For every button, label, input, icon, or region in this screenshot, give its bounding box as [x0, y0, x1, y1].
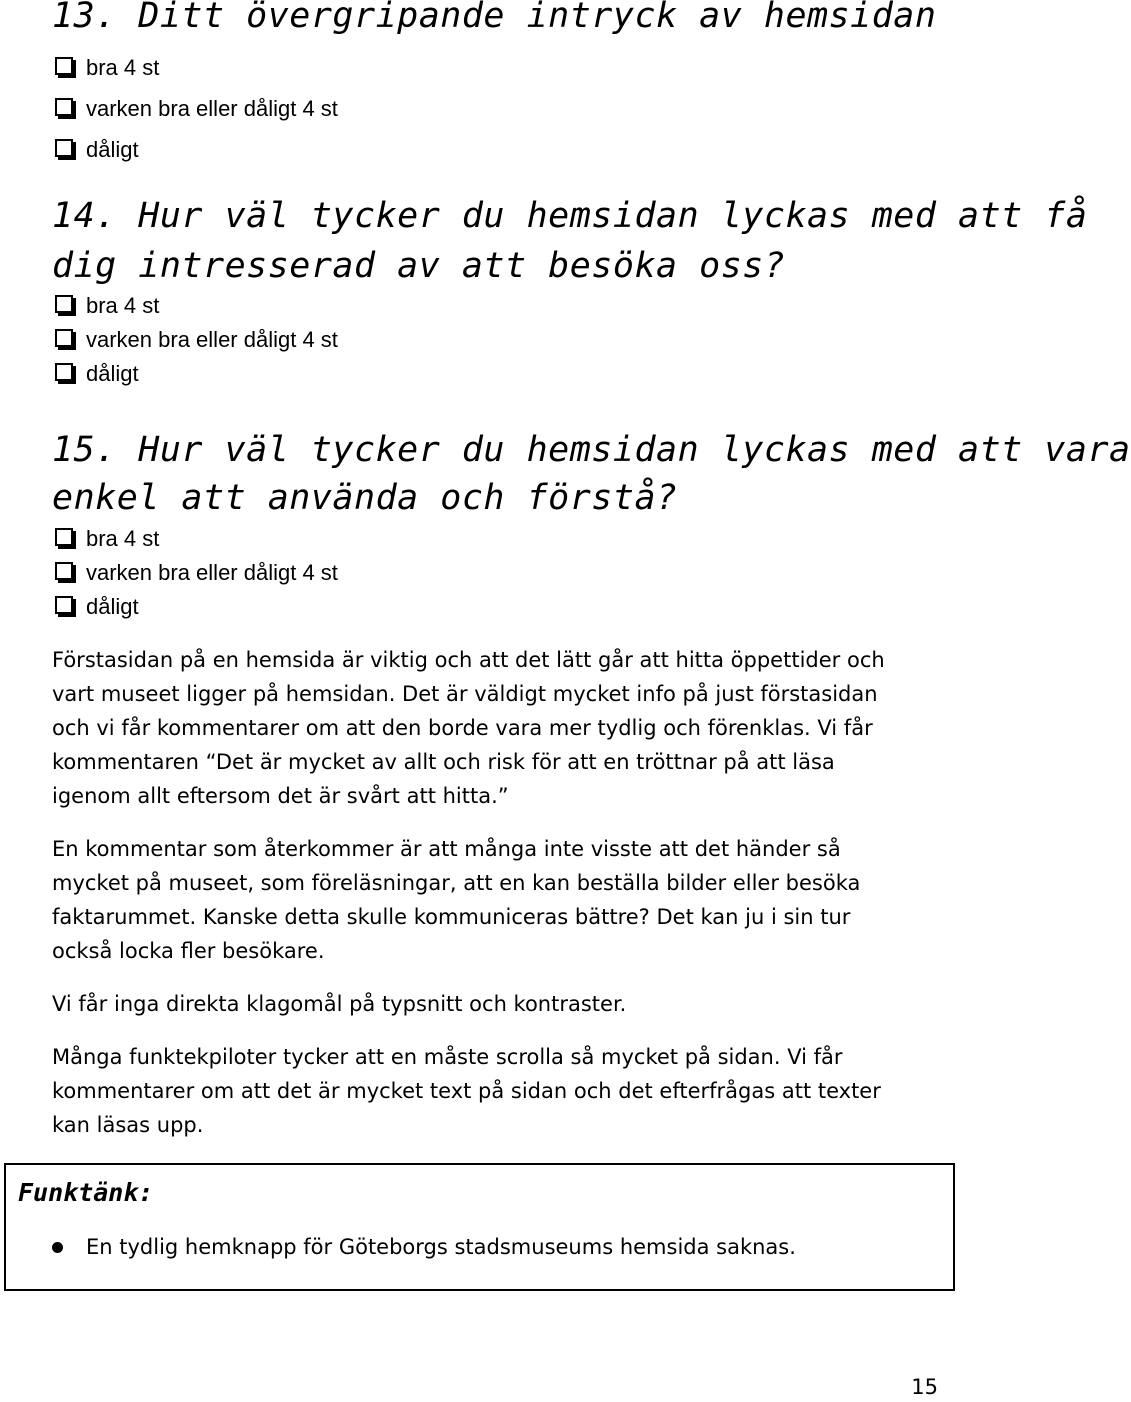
bullet-text: En tydlig hemknapp för Göteborgs stadsmuseums hemsida saknas.: [86, 1235, 796, 1259]
checkbox-icon[interactable]: [55, 562, 73, 580]
paragraph-line: Många funktekpiloter tycker att en måste scrolla så mycket på sidan. Vi får: [52, 1045, 843, 1069]
paragraph-line: kan läsas upp.: [52, 1113, 204, 1137]
paragraph-forstasidan: [52, 643, 942, 813]
checkbox-icon[interactable]: [55, 98, 73, 116]
question-14-heading-line-2: dig intresserad av att besöka oss?: [52, 246, 786, 286]
paragraph-line: vart museet ligger på hemsidan. Det är väldigt mycket info på just förstasidan: [52, 682, 878, 706]
paragraph-aterkommande-kommentar: [52, 832, 942, 968]
question-15-heading-line-2: enkel att använda och förstå?: [52, 478, 678, 518]
option-label: dåligt: [86, 594, 139, 619]
funktank-title: Funktänk:: [18, 1178, 154, 1207]
option-label: dåligt: [86, 361, 139, 386]
checkbox-icon[interactable]: [55, 295, 73, 313]
question-14-option-daligt[interactable]: [52, 358, 139, 390]
paragraph-line: och vi får kommentarer om att den borde vara mer tydlig och förenklas. Vi får: [52, 716, 873, 740]
question-13-option-daligt[interactable]: [52, 134, 139, 166]
paragraph-typsnitt: [52, 987, 942, 1021]
question-15-option-varken[interactable]: [52, 557, 338, 589]
checkbox-icon[interactable]: [55, 363, 73, 381]
checkbox-icon[interactable]: [55, 528, 73, 546]
question-15-option-bra[interactable]: [52, 523, 159, 555]
option-label: bra 4 st: [86, 526, 160, 551]
question-13-option-varken[interactable]: [52, 93, 338, 125]
option-label: dåligt: [86, 137, 139, 162]
question-13-heading: 13. Ditt övergripande intryck av hemsidan: [52, 0, 937, 36]
question-14-option-varken[interactable]: [52, 324, 338, 356]
paragraph-line: kommentarer om att det är mycket text på sidan och det efterfrågas att texter: [52, 1079, 881, 1103]
checkbox-icon[interactable]: [55, 139, 73, 157]
paragraph-line: igenom allt eftersom det är svårt att hitta.”: [52, 784, 509, 808]
paragraph-line: mycket på museet, som föreläsningar, att en kan beställa bilder eller besöka: [52, 871, 861, 895]
paragraph-line: faktarummet. Kanske detta skulle kommuniceras bättre? Det kan ju i sin tur: [52, 905, 851, 929]
paragraph-line: Förstasidan på en hemsida är viktig och att det lätt går att hitta öppettider och: [52, 648, 885, 672]
question-15-option-daligt[interactable]: [52, 591, 139, 623]
option-label: varken bra eller dåligt 4 st: [86, 96, 338, 121]
question-13-option-bra[interactable]: [52, 52, 159, 84]
paragraph-line: En kommentar som återkommer är att många inte visste att det händer så: [52, 837, 841, 861]
option-label: varken bra eller dåligt 4 st: [86, 327, 338, 352]
paragraph-line: kommentaren “Det är mycket av allt och risk för att en tröttnar på att läsa: [52, 750, 835, 774]
question-14-heading-line-1: 14. Hur väl tycker du hemsidan lyckas med att få: [52, 196, 1088, 236]
checkbox-icon[interactable]: [55, 57, 73, 75]
option-label: varken bra eller dåligt 4 st: [86, 560, 338, 585]
option-label: bra 4 st: [86, 293, 160, 318]
option-label: bra 4 st: [86, 55, 160, 80]
bullet-icon: [52, 1242, 63, 1253]
paragraph-line: Vi får inga direkta klagomål på typsnitt och kontraster.: [52, 992, 627, 1016]
funktank-box: [4, 1163, 955, 1291]
funktank-bullet-item: [52, 1235, 796, 1259]
question-15-heading-line-1: 15. Hur väl tycker du hemsidan lyckas med att vara: [52, 430, 1131, 470]
paragraph-funktekpiloter: [52, 1040, 942, 1142]
question-14-option-bra[interactable]: [52, 290, 159, 322]
checkbox-icon[interactable]: [55, 596, 73, 614]
checkbox-icon[interactable]: [55, 329, 73, 347]
page-number: 15: [911, 1375, 938, 1399]
paragraph-line: också locka fler besökare.: [52, 939, 325, 963]
